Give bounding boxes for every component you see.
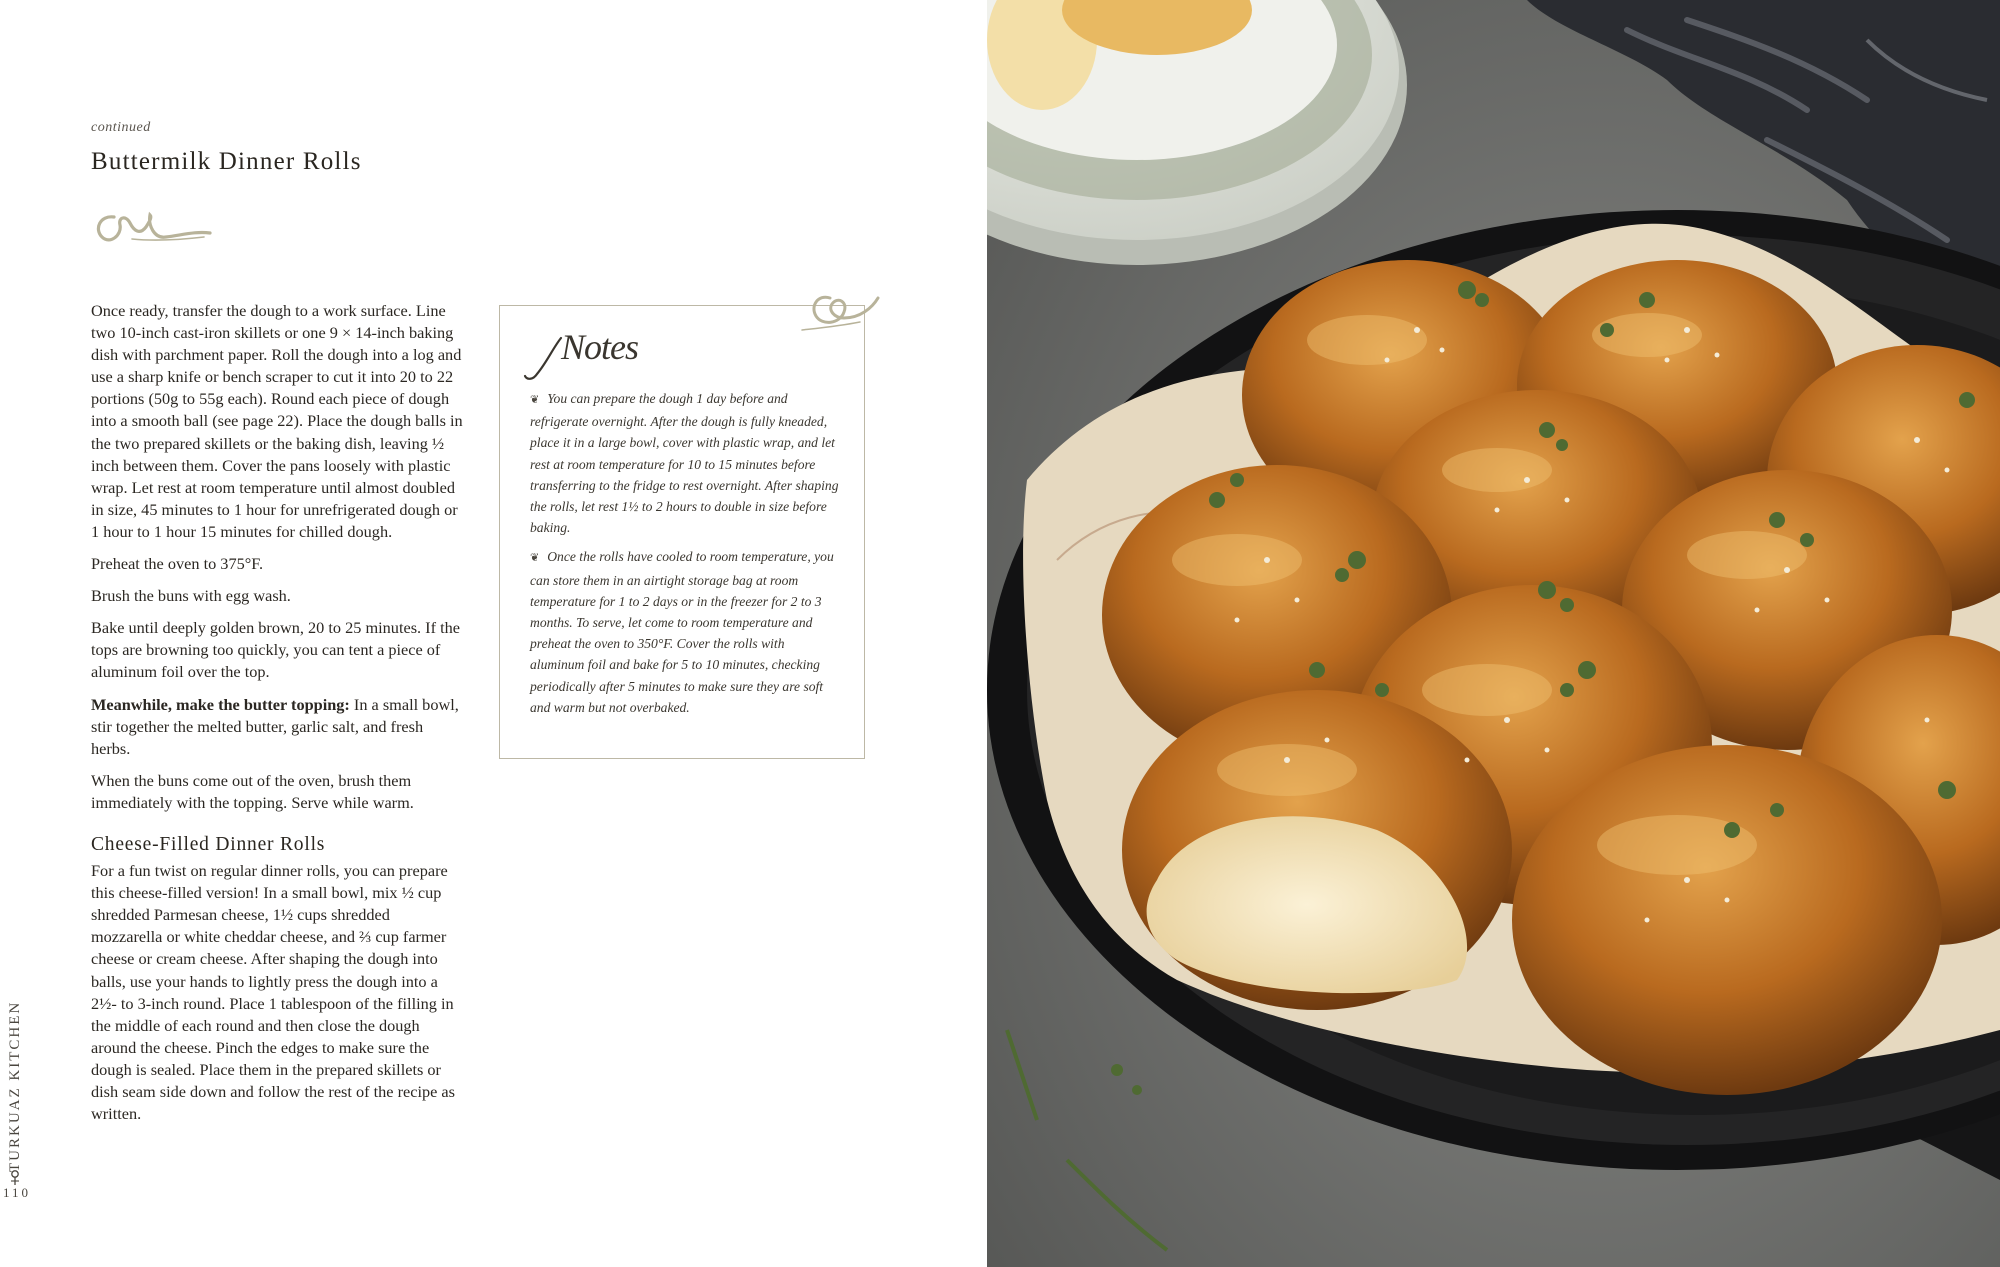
variation-paragraph: For a fun twist on regular dinner rolls, you can prepare this cheese-filled version! In a small bowl, mix ½ cup shredded Parmesan cheese, 1½ cups shredded mozzarella or white cheddar cheese, and ⅔ cup farmer cheese or cream cheese. After shaping the dough into balls, use your hands to lightly press the dough into a 2½- to 3-inch round. Place 1 tablespoon of the filling in the middle of each round and then close the dough around the cheese. Pinch the edges to make sure the dough is sealed. Place them in the prepared skillets or dish seam side down and follow the rest of the recipe as written. bbox=[91, 861, 455, 1124]
variation-title: Cheese-Filled Dinner Rolls bbox=[91, 833, 326, 855]
instruction-paragraph: Once ready, transfer the dough to a work surface. Line two 10-inch cast-iron skillets or one 9 × 14-inch baking dish with parchment paper. Roll the dough into a log and use a sharp knife or bench scraper to cut it into 20 to 22 portions (50g to 55g each). Round each piece of dough into a smooth ball (see page 22). Place the dough balls in the two prepared skillets or the baking dish, leaving ½ inch between them. Cover the pans loosely with plastic wrap. Let rest at room temperature until almost doubled in size, 45 minutes to 1 hour for unrefrigerated dough or 1 hour to 1 hour 15 minutes for chilled dough. bbox=[91, 301, 463, 541]
instruction-paragraph: When the buns come out of the oven, brush them immediately with the topping. Serve while warm. bbox=[91, 770, 414, 812]
instruction-paragraph: Bake until deeply golden brown, 20 to 25 minutes. If the tops are browning too quickly, you can tent a piece of aluminum foil over the top. bbox=[91, 618, 460, 682]
note-text: Once the rolls have cooled to room temperature, you can store them in an airtight storage bag at room temperature for 1 to 2 days or in the freezer for 2 to 3 months. To serve, let come to room temperature and preheat the oven to 350°F. Cover the rolls with aluminum foil and bake for 5 to 10 minutes, checking periodically after 5 minutes to make sure they are soft and warm but not overbaked. bbox=[530, 549, 834, 715]
instructions-column bbox=[91, 300, 463, 1135]
note-item bbox=[530, 546, 840, 718]
notes-corner-flourish-icon bbox=[800, 288, 880, 336]
running-footer: TURKUAZ KITCHEN bbox=[7, 1000, 23, 1172]
food-photo bbox=[987, 0, 2000, 1267]
left-page bbox=[0, 0, 987, 1267]
continued-label: continued bbox=[91, 120, 151, 135]
dinner-rolls-illustration bbox=[987, 0, 2000, 1267]
note-bullet-icon: ❦ bbox=[530, 552, 540, 565]
note-text: You can prepare the dough 1 day before and refrigerate overnight. After the dough is fully kneaded, place it in a large bowl, cover with plastic wrap, and let rest at room temperature for 10 to 15 minutes before transferring to the fridge to rest overnight. After shaping the rolls, let rest 1½ to 2 hours to double in size before baking. bbox=[530, 391, 839, 536]
note-bullet-icon: ❦ bbox=[530, 394, 540, 406]
page-number: 110 bbox=[3, 1185, 32, 1200]
instruction-lead: Meanwhile, make the butter topping: bbox=[91, 694, 350, 714]
note-item bbox=[530, 388, 840, 538]
notes-title: Notes bbox=[561, 327, 639, 367]
title-flourish-icon bbox=[92, 205, 212, 250]
instruction-paragraph bbox=[91, 694, 463, 760]
instruction-paragraph: Preheat the oven to 375°F. bbox=[91, 554, 264, 574]
notes-list bbox=[530, 388, 840, 726]
instruction-paragraph: Brush the buns with egg wash. bbox=[91, 586, 291, 606]
instruction-text: In a small bowl, stir together the melted butter, garlic salt, and fresh herbs. bbox=[91, 694, 459, 758]
recipe-title: Buttermilk Dinner Rolls bbox=[91, 148, 362, 175]
